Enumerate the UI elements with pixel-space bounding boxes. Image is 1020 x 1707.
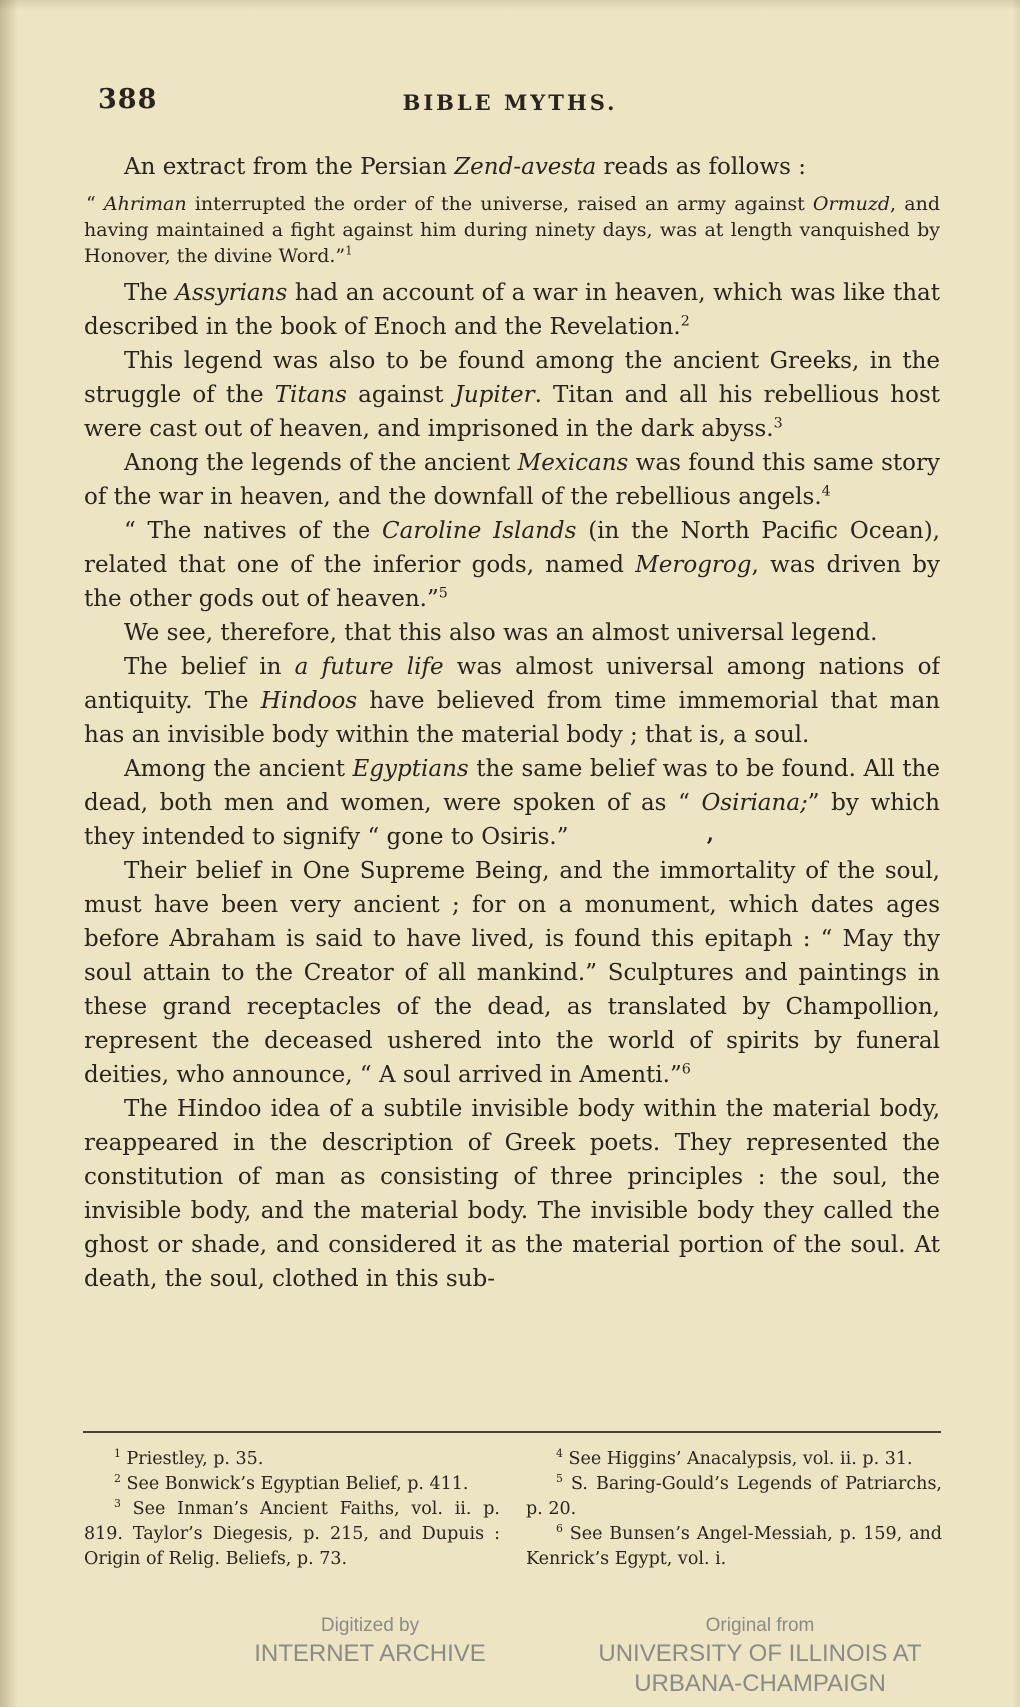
text-run: “ <box>86 193 104 215</box>
paragraph <box>84 752 940 854</box>
footnote-ref: 2 <box>680 313 690 330</box>
watermark-original-from <box>540 1612 980 1699</box>
italic-term: Jupiter <box>454 382 535 408</box>
page-edge-shadow-right <box>1012 0 1020 1707</box>
original-from-label: Original from <box>705 1615 815 1636</box>
footnote-number: 5 <box>556 1472 563 1486</box>
text-run: interrupted the order of the universe, raised an army against <box>186 193 813 215</box>
italic-term: Titans <box>274 382 347 408</box>
digitized-by-label: Digitized by <box>320 1615 420 1636</box>
italic-term: Caroline Islands <box>382 518 577 544</box>
text-run: Anong the legends of the ancient <box>124 450 518 476</box>
text-run: (in the North Pacific Ocean), related that one of the inferior gods, named <box>84 518 940 578</box>
text-run: Among the ancient <box>124 756 353 782</box>
page-edge-shadow-left <box>0 0 18 1707</box>
paragraph <box>84 1092 940 1296</box>
footnote-rule <box>83 1431 941 1433</box>
footnote-number: 2 <box>114 1472 121 1486</box>
paragraph <box>84 650 940 752</box>
text-run: ” by which they intended to signify “ gone to Osiris.” <box>84 790 940 850</box>
footnotes-left-column <box>84 1447 500 1572</box>
paragraph <box>84 446 940 514</box>
university-label-line2: URBANA-CHAMPAIGN <box>634 1670 886 1697</box>
footnote-number: 6 <box>556 1522 563 1536</box>
text-run: have believed from time immemorial that man has an invisible body within the material body ; that is, a soul. <box>84 688 940 748</box>
text-run: , and having maintained a fight against him during ninety days, was at length vanquished by Honover, the divine Word.” <box>84 193 940 267</box>
footnote-number: 3 <box>114 1497 121 1511</box>
italic-term: Hindoos <box>260 688 358 714</box>
text-run: “ The natives of the <box>124 518 383 544</box>
university-label-line1: UNIVERSITY OF ILLINOIS AT <box>598 1640 922 1667</box>
page-number: 388 <box>98 84 158 115</box>
watermark-digitized-by <box>160 1612 580 1669</box>
italic-term: Assyrians <box>175 280 288 306</box>
paragraph <box>84 150 940 184</box>
running-title: BIBLE MYTHS. <box>402 90 618 115</box>
footnote: $^5$ S. Baring-Gould’s Legends of Patriarchs, p. 20. <box>526 1472 942 1519</box>
italic-term: Egyptians <box>352 756 469 782</box>
footnote: $^1$ Priestley, p. 35. <box>114 1447 264 1469</box>
text-run: was found this same story of the war in heaven, and the downfall of the rebellious angels. <box>84 450 940 510</box>
italic-term: Zend-avesta <box>454 154 597 180</box>
italic-term: Ormuzd <box>812 193 891 215</box>
page-edge-shadow-top <box>0 0 1020 10</box>
text-run: against <box>346 382 455 408</box>
footnote-ref: 1 <box>345 243 353 258</box>
text-run: had an account of a war in heaven, which was like that described in the book of Enoch and the Revelation. <box>84 280 940 340</box>
italic-term: a future life <box>294 654 444 680</box>
italic-term: Osiriana; <box>701 790 808 816</box>
paragraph <box>84 344 940 446</box>
footnotes-right-column <box>526 1447 942 1572</box>
footnote-ref: 5 <box>438 585 448 602</box>
footnote-ref: 3 <box>773 415 783 432</box>
footnote: $^2$ See Bonwick’s Egyptian Belief, p. 411. <box>114 1472 469 1494</box>
paragraph <box>84 276 940 344</box>
text-run: The Hindoo idea of a subtile invisible body within the material body, reappeared in the description of Greek poets. They represented the constitution of man as consisting of three principles : the soul, the invisible body, and the material body. The invisible body they called the ghost or shade, and considered it as the material portion of the soul. At death, the soul, clothed in this sub- <box>84 1096 940 1292</box>
paragraph <box>84 854 940 1092</box>
extract-quote <box>84 191 940 269</box>
text-run: . Titan and all his rebellious host were cast out of heaven, and imprisoned in the dark abyss. <box>84 382 940 442</box>
paragraph <box>84 514 940 616</box>
body-text <box>84 150 940 1428</box>
paragraph <box>84 616 940 650</box>
text-run: The belief in <box>124 654 295 680</box>
footnote-ref: 4 <box>821 483 831 500</box>
text-run: The <box>124 280 176 306</box>
footnote: $^6$ See Bunsen’s Angel-Messiah, p. 159, and Kenrick’s Egypt, vol. i. <box>526 1522 942 1569</box>
text-run: Their belief in One Supreme Being, and the immortality of the soul, must have been very ancient ; for on a monument, which dates ages before Abraham is said to have lived, is found this epitaph : “ May thy soul attain to the Creator of all mankind.” Sculptures and paintings in these grand receptacles of the dead, as translated by Champollion, represent the deceased ushered into the world of spirits by funeral deities, who announce, “ A soul arrived in Amenti.” <box>84 858 940 1088</box>
italic-term: Merogrog <box>635 552 752 578</box>
ink-mark: ’ <box>706 834 714 860</box>
text-run: reads as follows : <box>596 154 806 180</box>
footnote: $^4$ See Higgins’ Anacalypsis, vol. ii. p. 31. <box>556 1447 913 1469</box>
footnote: $^3$ See Inman’s Ancient Faiths, vol. ii. p. 819. Taylor’s Diegesis, p. 215, and Dupuis : Origin of Relig. Beliefs, p. 73. <box>84 1497 500 1569</box>
text-run: was almost universal among nations of antiquity. The <box>84 654 940 714</box>
text-run: This legend was also to be found among the ancient Greeks, in the struggle of the <box>84 348 940 408</box>
footnotes <box>84 1447 942 1572</box>
footnote-number: 4 <box>556 1447 563 1461</box>
footnote-number: 1 <box>114 1447 121 1461</box>
text-run: We see, therefore, that this also was an almost universal legend. <box>124 620 878 646</box>
text-run: , was driven by the other gods out of heaven.” <box>84 552 940 612</box>
internet-archive-label: INTERNET ARCHIVE <box>254 1640 486 1667</box>
text-run: the same belief was to be found. All the dead, both men and women, were spoken of as “ <box>84 756 940 816</box>
italic-term: Ahriman <box>103 193 187 215</box>
text-run: An extract from the Persian <box>124 154 455 180</box>
italic-term: Mexicans <box>517 450 629 476</box>
footnote-ref: 6 <box>681 1061 691 1078</box>
